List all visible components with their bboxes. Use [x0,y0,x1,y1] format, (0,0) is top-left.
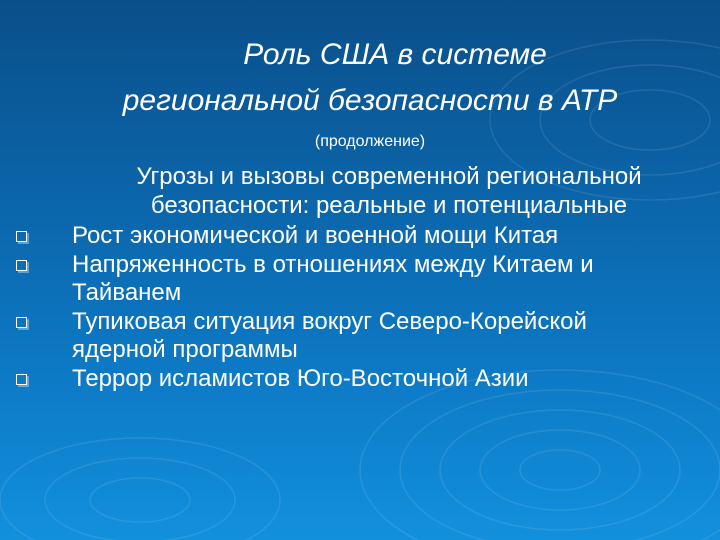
title-line-2: региональной безопасности в АТР [122,84,618,117]
intro-text [84,162,694,220]
bullet-list [0,222,720,393]
bullet-line-1: Террор исламистов Юго-Восточной Азии [72,364,529,392]
intro-line-1: Угрозы и вызовы современной региональной [136,163,642,190]
bullet-item [0,365,720,394]
hollow-square-bullet-icon [16,260,27,271]
bullet-item [0,222,720,251]
title-line-1: Роль США в системе [243,38,547,71]
hollow-square-bullet-icon [16,317,27,328]
bullet-line-2: Тайванем [72,279,182,306]
bullet-line-1: Тупиковая ситуация вокруг Северо-Корейской [72,307,587,335]
slide-subtitle: (продолжение) [314,133,426,150]
bullet-line-1: Рост экономической и военной мощи Китая [72,222,559,249]
bullet-line-2: ядерной программы [72,336,298,363]
hollow-square-bullet-icon [16,374,27,385]
bullet-item [0,308,720,365]
hollow-square-bullet-icon [16,231,27,242]
bullet-line-1: Напряженность в отношениях между Китаем и [72,250,594,278]
slide-title [40,32,700,124]
intro-line-2: безопасности: реальные и потенциальные [150,192,628,219]
bullet-item [0,251,720,308]
